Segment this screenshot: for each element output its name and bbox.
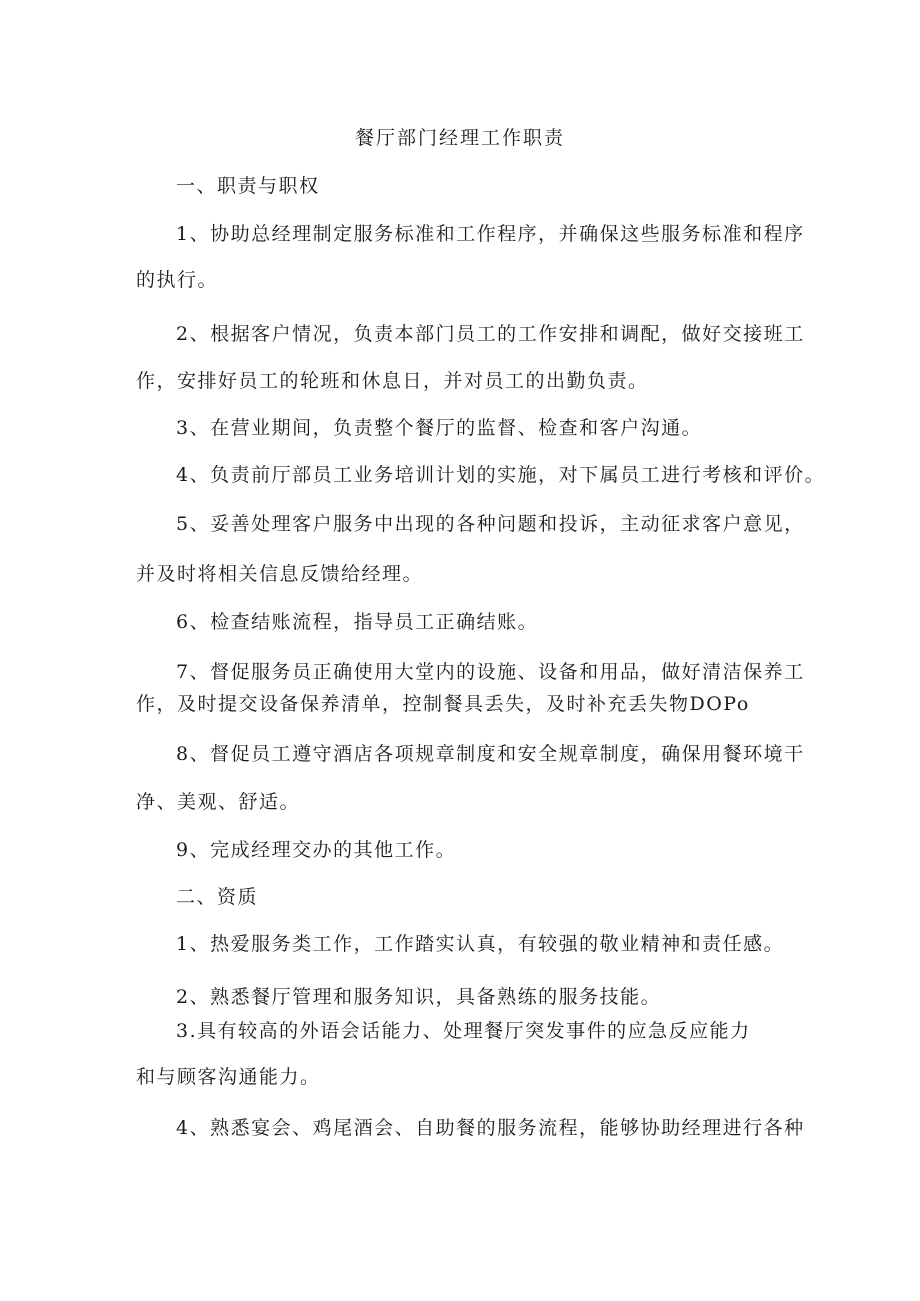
duty-item-1-line-2: 的执行。 [136,269,219,291]
duty-item-2-line-2: 作，安排好员工的轮班和休息日，并对员工的出勤负责。 [136,370,649,392]
qualification-item-3-line-2: 和与顾客沟通能力。 [136,1066,321,1088]
duty-item-1-line-1: 1、协助总经理制定服务标准和工作程序，并确保这些服务标准和程序 [176,223,805,245]
duty-item-7-line-1: 7、督促服务员正确使用大堂内的设施、设备和用品，做好清洁保养工 [176,661,805,683]
qualification-item-3-line-1: 3.具有较高的外语会话能力、处理餐厅突发事件的应急反应能力 [176,1020,751,1042]
duty-item-5-line-2: 并及时将相关信息反馈给经理。 [136,563,424,585]
duty-item-6-line-1: 6、检查结账流程，指导员工正确结账。 [176,611,539,633]
section-heading-duties: 一、职责与职权 [176,175,320,197]
duty-item-8-line-1: 8、督促员工遵守酒店各项规章制度和安全规章制度，确保用餐环境干 [176,743,805,765]
qualification-item-2-line-1: 2、熟悉餐厅管理和服务知识，具备熟练的服务技能。 [176,986,662,1008]
document-title: 餐厅部门经理工作职责 [354,127,565,149]
qualification-item-1-line-1: 1、热爱服务类工作，工作踏实认真，有较强的敬业精神和责任感。 [176,933,785,955]
section-heading-qualifications: 二、资质 [176,886,259,908]
duty-item-8-line-2: 净、美观、舒适。 [136,791,301,813]
duty-item-4-line-1: 4、负责前厅部员工业务培训计划的实施，对下属员工进行考核和评价。 [176,464,826,486]
duty-item-5-line-1: 5、妥善处理客户服务中出现的各种问题和投诉，主动征求客户意见， [176,513,805,535]
duty-item-3-line-1: 3、在营业期间，负责整个餐厅的监督、检查和客户沟通。 [176,417,703,439]
duty-item-7-line-2: 作，及时提交设备保养清单，控制餐具丢失，及时补充丢失物DOPo [136,693,750,715]
qualification-item-4-line-1: 4、熟悉宴会、鸡尾酒会、自助餐的服务流程，能够协助经理进行各种 [176,1117,805,1139]
duty-item-2-line-1: 2、根据客户情况，负责本部门员工的工作安排和调配，做好交接班工 [176,323,805,345]
duty-item-9-line-1: 9、完成经理交办的其他工作。 [176,839,457,861]
